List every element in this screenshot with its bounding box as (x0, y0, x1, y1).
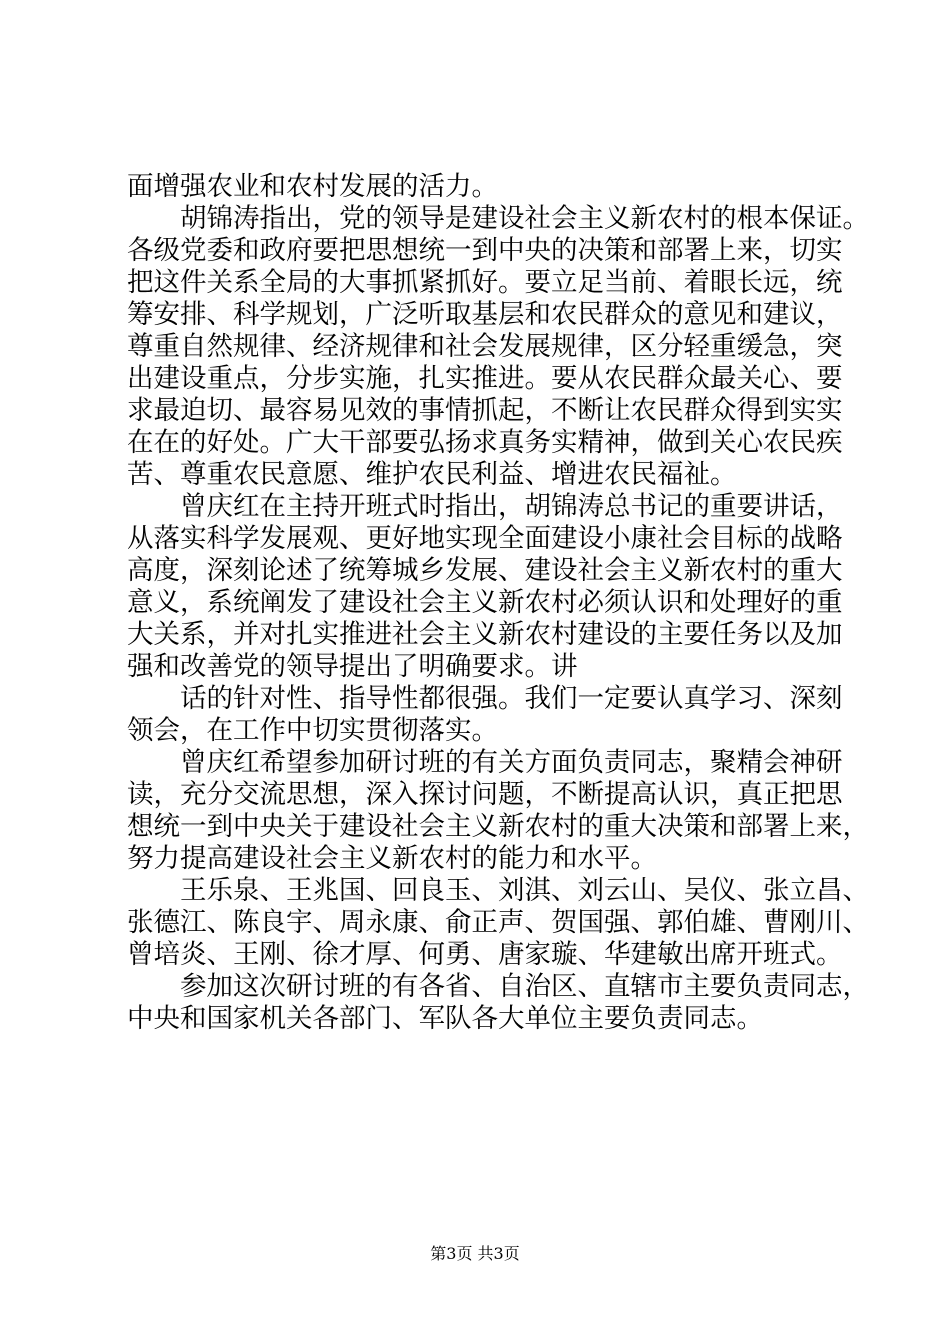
text-line-9: 在在的好处。广大干部要弘扬求真务实精神，做到关心农民疾 (127, 427, 843, 458)
text-line-24: 张德江、陈良宇、周永康、俞正声、贺国强、郭伯雄、曹刚川、 (127, 907, 869, 938)
text-line-13: 高度，深刻论述了统筹城乡发展、建设社会主义新农村的重大 (127, 555, 843, 586)
text-line-16: 强和改善党的领导提出了明确要求。讲 (127, 651, 578, 682)
text-line-27: 中央和国家机关各部门、军队各大单位主要负责同志。 (127, 1003, 763, 1034)
text-line-17: 话的针对性、指导性都很强。我们一定要认真学习、深刻 (180, 683, 843, 714)
text-line-23: 王乐泉、王兆国、回良玉、刘淇、刘云山、吴仪、张立昌、 (180, 875, 869, 906)
text-line-7: 出建设重点，分步实施，扎实推进。要从农民群众最关心、要 (127, 363, 843, 394)
text-line-25: 曾培炎、王刚、徐才厚、何勇、唐家璇、华建敏出席开班式。 (127, 939, 843, 970)
text-line-4: 把这件关系全局的大事抓紧抓好。要立足当前、着眼长远，统 (127, 267, 843, 298)
text-line-22: 努力提高建设社会主义新农村的能力和水平。 (127, 843, 657, 874)
text-line-11: 曾庆红在主持开班式时指出，胡锦涛总书记的重要讲话， (180, 491, 843, 522)
page-number-footer: 第3页 共3页 (430, 1244, 520, 1263)
text-line-10: 苦、尊重农民意愿、维护农民利益、增进农民福祉。 (127, 459, 737, 490)
text-line-19: 曾庆红希望参加研讨班的有关方面负责同志，聚精会神研 (180, 747, 843, 778)
text-line-21: 想统一到中央关于建设社会主义新农村的重大决策和部署上来， (127, 811, 869, 842)
text-line-26: 参加这次研讨班的有各省、自治区、直辖市主要负责同志， (180, 971, 869, 1002)
text-line-15: 大关系，并对扎实推进社会主义新农村建设的主要任务以及加 (127, 619, 843, 650)
text-line-8: 求最迫切、最容易见效的事情抓起，不断让农民群众得到实实 (127, 395, 843, 426)
text-line-5: 筹安排、科学规划，广泛听取基层和农民群众的意见和建议， (127, 299, 843, 330)
text-line-1: 面增强农业和农村发展的活力。 (127, 171, 498, 202)
text-line-20: 读，充分交流思想，深入探讨问题，不断提高认识，真正把思 (127, 779, 843, 810)
text-line-12: 从落实科学发展观、更好地实现全面建设小康社会目标的战略 (127, 523, 843, 554)
text-line-2: 胡锦涛指出，党的领导是建设社会主义新农村的根本保证。 (180, 203, 869, 234)
text-line-14: 意义，系统阐发了建设社会主义新农村必须认识和处理好的重 (127, 587, 843, 618)
text-line-6: 尊重自然规律、经济规律和社会发展规律，区分轻重缓急，突 (127, 331, 843, 362)
text-line-3: 各级党委和政府要把思想统一到中央的决策和部署上来，切实 (127, 235, 843, 266)
text-line-18: 领会，在工作中切实贯彻落实。 (127, 715, 498, 746)
